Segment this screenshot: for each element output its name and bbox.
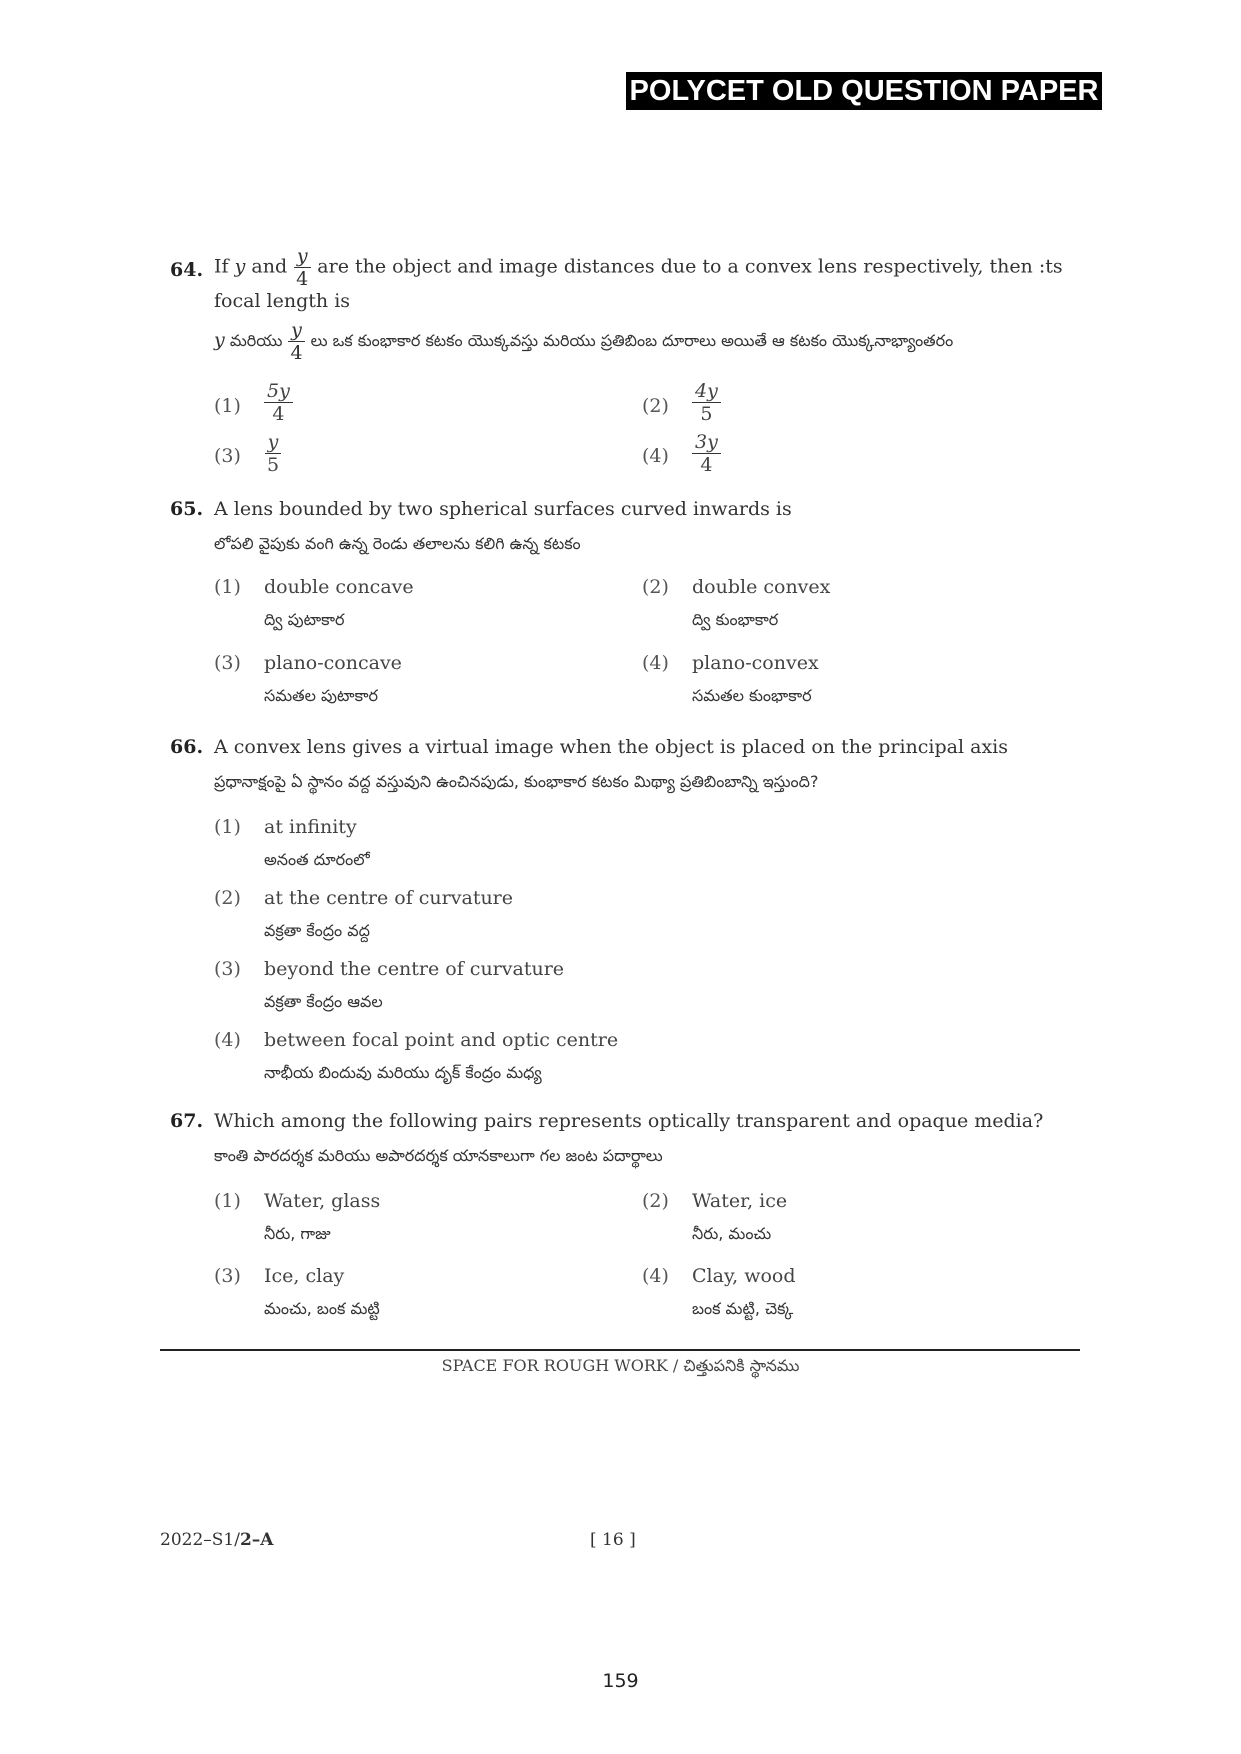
option-3-number: (3) [214, 958, 241, 980]
option-3-en[interactable]: Ice, clay [264, 1265, 345, 1287]
option-2-te: వక్రతా కేంద్రం వద్ద [264, 921, 370, 940]
option-3-te: సమతల పుటాకార [264, 686, 378, 705]
option-4-number: (4) [642, 1265, 669, 1287]
option-3-en[interactable]: plano-concave [264, 652, 402, 674]
option-4-number: (4) [214, 1029, 241, 1051]
question-number: 65. [170, 498, 204, 520]
option-2-number: (2) [214, 887, 241, 909]
option-4-te: నాభీయ బిందువు మరియు దృక్ కేంద్రం మధ్య [264, 1063, 542, 1082]
option-1-en[interactable]: Water, glass [264, 1190, 381, 1212]
option-4-en[interactable]: between focal point and optic centre [264, 1029, 619, 1051]
page-banner: POLYCET OLD QUESTION PAPER [626, 72, 1102, 110]
option-1-te: నీరు, గాజు [264, 1224, 331, 1243]
option-3-number: (3) [214, 445, 241, 467]
question-text-te: లోపలి వైపుకు వంగి ఉన్న రెండు తలాలను కలిగి ఉన్న కటకం [214, 534, 581, 553]
option-2-number: (2) [642, 1190, 669, 1212]
question-text-en: If y and $\frac{y}{4}$ are the object and image distances due to a convex lens respectively, then :ts [214, 245, 1063, 290]
fraction: $\frac{y}{4}$ [287, 319, 305, 364]
question-number: 66. [170, 736, 204, 758]
option-3-te: వక్రతా కేంద్రం ఆవల [264, 992, 383, 1011]
option-3-number: (3) [214, 652, 241, 674]
option-1-number: (1) [214, 1190, 241, 1212]
footer-page: [ 16 ] [590, 1530, 636, 1550]
option-2-en[interactable]: double convex [692, 576, 831, 598]
option-2[interactable]: $\frac{4y}{5}$ [692, 380, 721, 425]
question-text-te: ప్రధానాక్షంపై ఏ స్థానం వద్ద వస్తువుని ఉంచినపుడు, కుంభాకార కటకం మిథ్యా ప్రతిబింబాన్ని ఇస్తుంది? [214, 772, 819, 791]
option-1[interactable]: $\frac{5y}{4}$ [264, 380, 293, 425]
question-text-en: Which among the following pairs represents optically transparent and opaque media? [214, 1110, 1044, 1132]
question-64 [170, 245, 1080, 485]
option-2-en[interactable]: at the centre of curvature [264, 887, 514, 909]
page-number: 159 [602, 1670, 639, 1692]
question-number: 64. [170, 259, 204, 281]
rough-work-label: SPACE FOR ROUGH WORK / చిత్తుపనికి స్థానము [441, 1356, 800, 1375]
question-66 [170, 736, 1080, 1086]
question-text-te: y మరియు $\frac{y}{4}$ లు ఒక కుంభాకార కటకం యొక్కవస్తు మరియు ప్రతిబింబ దూరాలు అయితే ఆ కటకం యొక్కనాభ్యాంతరం [214, 319, 954, 364]
question-text-te: కాంతి పారదర్శక మరియు అపారదర్శక యానకాలుగా గల జంట పదార్థాలు [214, 1146, 663, 1165]
fraction: $\frac{y}{4}$ [293, 245, 311, 290]
option-4-te: సమతల కుంభాకార [692, 686, 812, 705]
option-1-number: (1) [214, 395, 241, 417]
question-number: 67. [170, 1110, 204, 1132]
option-1-te: ద్వి పుటాకార [264, 610, 345, 629]
option-3-en[interactable]: beyond the centre of curvature [264, 958, 565, 980]
option-1-number: (1) [214, 576, 241, 598]
option-1-en[interactable]: at infinity [264, 816, 357, 838]
option-3-te: మంచు, బంక మట్టి [264, 1299, 380, 1318]
option-4-en[interactable]: plano-convex [692, 652, 819, 674]
option-2-number: (2) [642, 395, 669, 417]
option-1-number: (1) [214, 816, 241, 838]
question-text-en: A lens bounded by two spherical surfaces curved inwards is [214, 498, 792, 520]
option-2-te: నీరు, మంచు [692, 1224, 772, 1243]
option-2-number: (2) [642, 576, 669, 598]
option-2-te: ద్వి కుంభాకార [692, 610, 779, 629]
question-67 [170, 1110, 1080, 1340]
option-4-number: (4) [642, 652, 669, 674]
option-2-en[interactable]: Water, ice [692, 1190, 788, 1212]
divider [160, 1349, 1080, 1351]
option-4[interactable]: $\frac{3y}{4}$ [692, 431, 721, 476]
option-1-en[interactable]: double concave [264, 576, 414, 598]
option-3-number: (3) [214, 1265, 241, 1287]
question-text-en: A convex lens gives a virtual image when the object is placed on the principal axis [214, 736, 1008, 758]
question-text-en-line2: focal length is [214, 290, 351, 312]
option-4-te: బంక మట్టి, చెక్క [692, 1299, 794, 1318]
option-4-number: (4) [642, 445, 669, 467]
question-65 [170, 498, 1080, 718]
paper-code: 2022–S1/2–A [160, 1530, 274, 1550]
option-4-en[interactable]: Clay, wood [692, 1265, 796, 1287]
option-1-te: అనంత దూరంలో [264, 850, 370, 869]
option-3[interactable]: $\frac{y}{5}$ [264, 431, 282, 476]
